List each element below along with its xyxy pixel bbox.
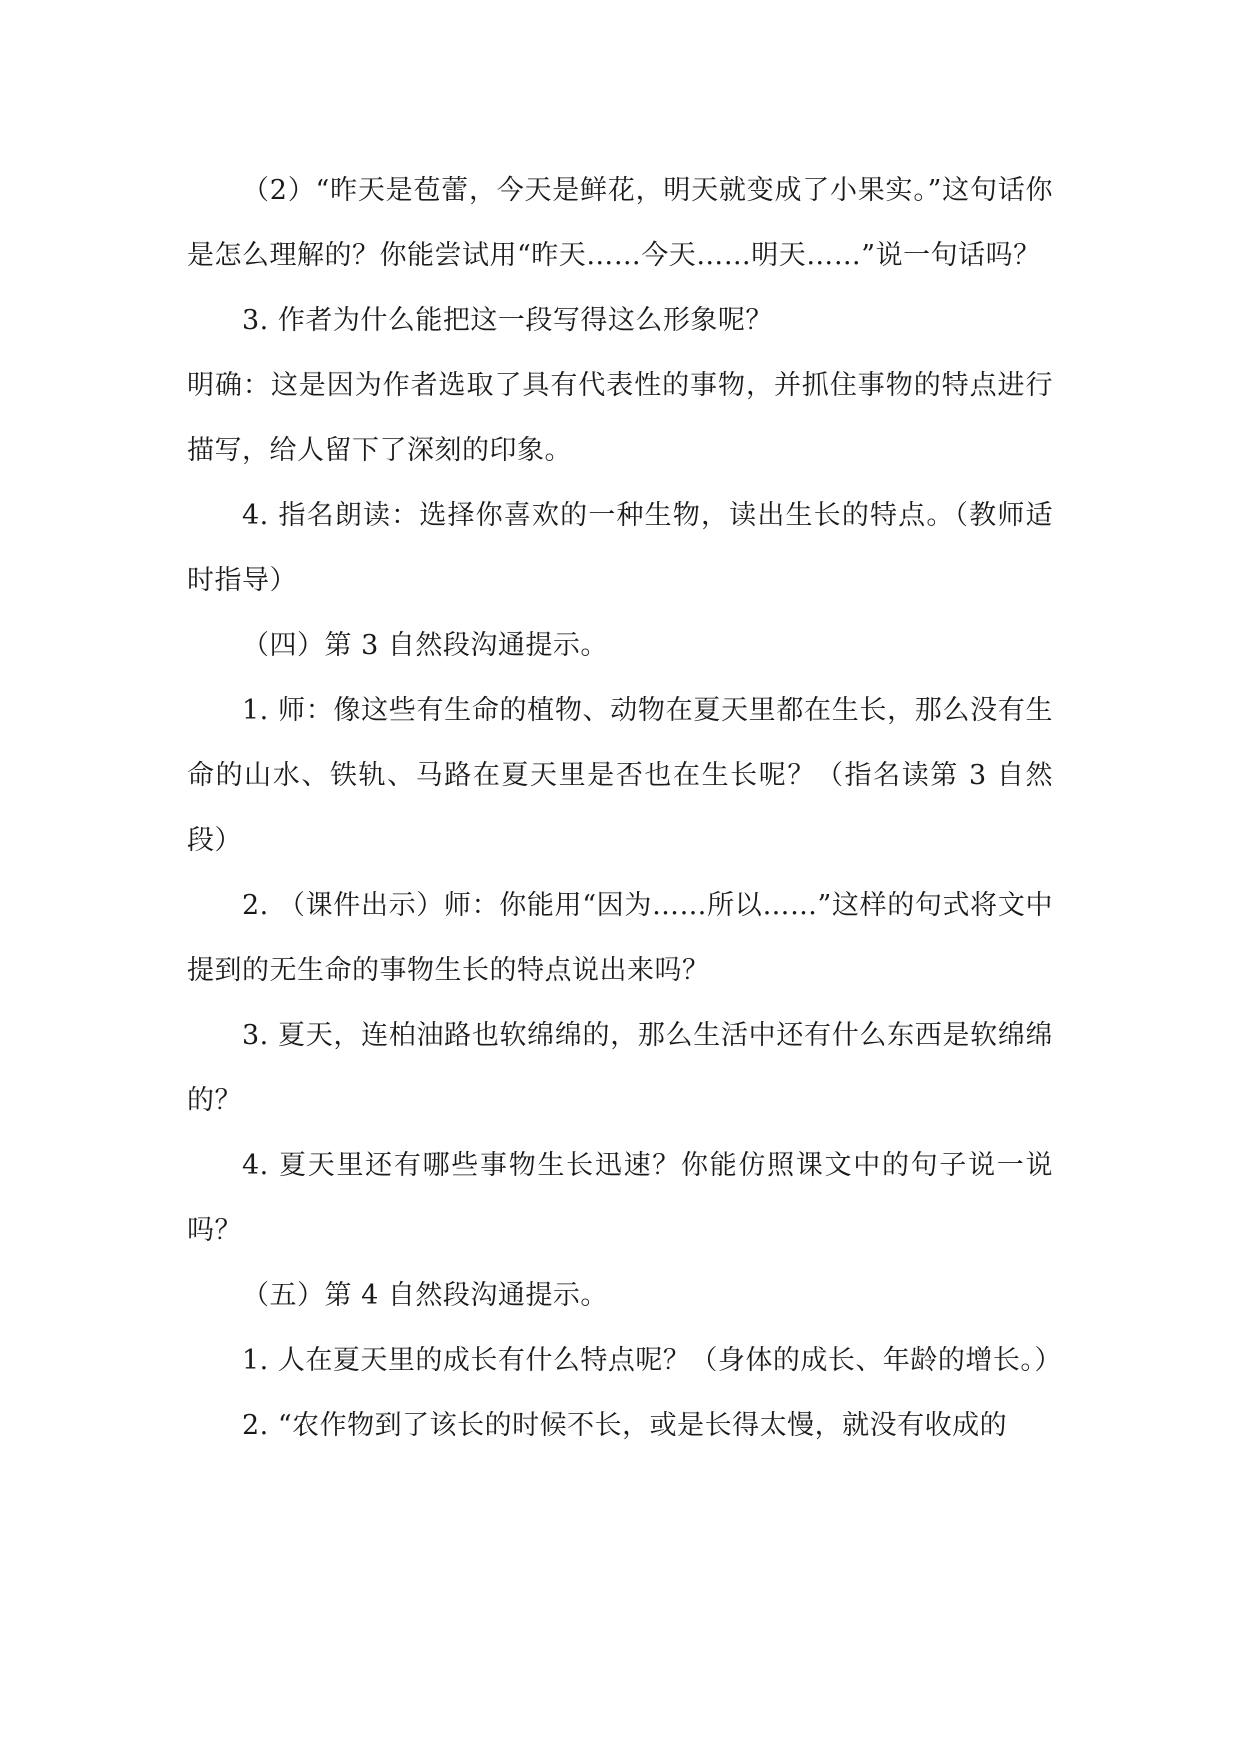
paragraph-9: 4. 夏天里还有哪些事物生长迅速？你能仿照课文中的句子说一说吗？: [187, 1150, 1053, 1246]
paragraph-12: 2. “农作物到了该长的时候不长，或是长得太慢，就没有收成的: [242, 1410, 1008, 1441]
paragraph-2: 3. 作者为什么能把这一段写得这么形象呢？: [242, 305, 773, 336]
paragraph-6: 1. 师：像这些有生命的植物、动物在夏天里都在生长，那么没有生命的山水、铁轨、马路在夏天里是否也在生长呢？（指名读第 3 自然段）: [187, 695, 1053, 856]
paragraph-4: 4. 指名朗读：选择你喜欢的一种生物，读出生长的特点。（教师适时指导）: [187, 500, 1053, 596]
section-heading-4: （四）第 3 自然段沟通提示。: [242, 630, 608, 661]
paragraph-11: 1. 人在夏天里的成长有什么特点呢？（身体的成长、年龄的增长。）: [242, 1345, 1062, 1376]
paragraph-3: 明确：这是因为作者选取了具有代表性的事物，并抓住事物的特点进行描写，给人留下了深刻的印象。: [187, 370, 1053, 466]
section-heading-5: （五）第 4 自然段沟通提示。: [242, 1280, 608, 1311]
document-body: [187, 158, 1062, 1458]
paragraph-1: （2）“昨天是苞蕾，今天是鲜花，明天就变成了小果实。”这句话你是怎么理解的？你能尝试用“昨天……今天……明天……”说一句话吗？: [187, 175, 1053, 271]
paragraph-7: 2. （课件出示）师：你能用“因为……所以……”这样的句式将文中提到的无生命的事物生长的特点说出来吗？: [187, 890, 1053, 986]
paragraph-8: 3. 夏天，连柏油路也软绵绵的，那么生活中还有什么东西是软绵绵的？: [187, 1020, 1053, 1116]
